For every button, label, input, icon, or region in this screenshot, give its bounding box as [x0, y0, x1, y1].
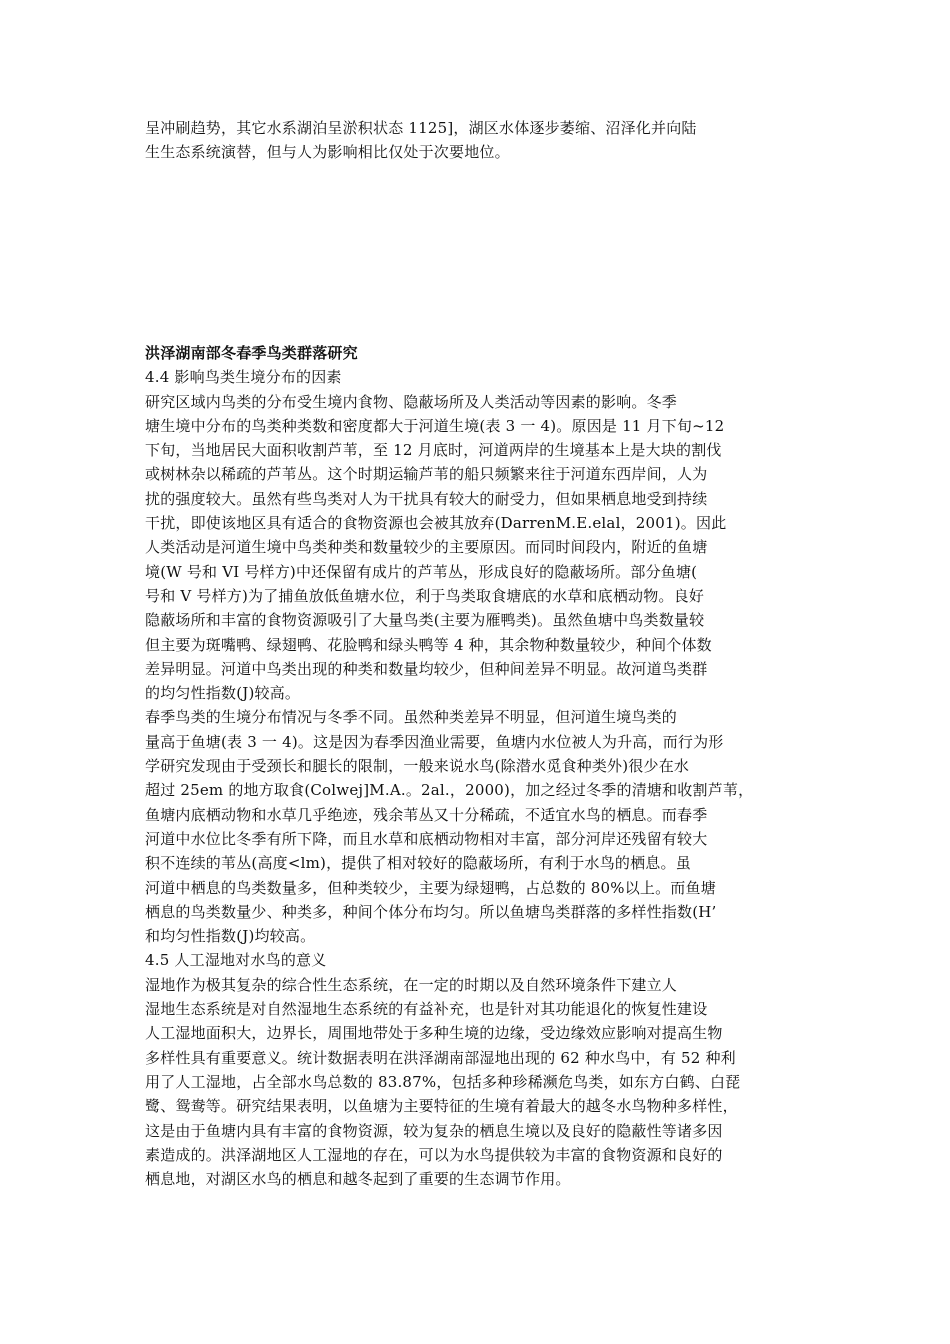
text-line: 湿地作为极其复杂的综合性生态系统，在一定的时期以及自然环境条件下建立人 [145, 975, 678, 994]
text-line: 境(W 号和 VI 号样方)中还保留有成片的芦苇丛，形成良好的隐蔽场所。部分鱼塘( [145, 562, 698, 581]
text-line: 的均匀性指数(J)较高。 [145, 684, 301, 703]
text-line: 生生态系统演替，但与人为影响相比仅处于次要地位。 [145, 143, 510, 162]
text-line: 研究区域内鸟类的分布受生境内食物、隐蔽场所及人类活动等因素的影响。冬季 [145, 392, 678, 411]
text-line: 用了人工湿地，占全部水鸟总数的 83.87%，包括多种珍稀濒危鸟类，如东方白鹤、白琵 [145, 1072, 741, 1091]
text-line: 号和 V 号样方)为了捕鱼放低鱼塘水位，利于鸟类取食塘底的水草和底栖动物。良好 [145, 586, 705, 605]
text-line: 超过 25em 的地方取食(Colwej]M.A.。2al.，2000)，加之经过冬季的清塘和收割芦苇， [145, 781, 754, 800]
text-line: 河道中栖息的鸟类数量多，但种类较少，主要为绿翅鸭，占总数的 80%以上。而鱼塘 [145, 878, 716, 897]
text-line: 鱼塘内底栖动物和水草几乎绝迹，残余苇丛又十分稀疏，不适宜水鸟的栖息。而春季 [145, 805, 708, 824]
text-line: 但主要为斑嘴鸭、绿翅鸭、花脸鸭和绿头鸭等 4 种，其余物种数量较少，种间个体数 [145, 635, 712, 654]
section-4-4-paragraph-1 [145, 390, 825, 706]
text-line: 多样性具有重要意义。统计数据表明在洪泽湖南部湿地出现的 62 种水鸟中，有 52 种利 [145, 1048, 736, 1067]
main-content [145, 341, 825, 1191]
text-line: 栖息地，对湖区水鸟的栖息和越冬起到了重要的生态调节作用。 [145, 1170, 571, 1189]
text-line: 人类活动是河道生境中鸟类种类和数量较少的主要原因。而同时间段内，附近的鱼塘 [145, 538, 708, 557]
text-line: 差异明显。河道中鸟类出现的种类和数量均较少，但种间差异不明显。故河道鸟类群 [145, 659, 708, 678]
document-title: 洪泽湖南部冬春季鸟类群落研究 [145, 344, 358, 362]
text-line: 量高于鱼塘(表 3 一 4)。这是因为春季因渔业需要，鱼塘内水位被人为升高，而行为形 [145, 732, 724, 751]
section-4-5-paragraph-1 [145, 973, 825, 1192]
text-line: 河道中水位比冬季有所下降，而且水草和底栖动物相对丰富，部分河岸还残留有较大 [145, 829, 708, 848]
text-line: 鹭、鸳鸯等。研究结果表明，以鱼塘为主要特征的生境有着最大的越冬水鸟物种多样性， [145, 1097, 738, 1116]
text-line: 学研究发现由于受颈长和腿长的限制，一般来说水鸟(除潜水觅食种类外)很少在水 [145, 757, 690, 776]
text-line: 人工湿地面积大，边界长，周围地带处于多种生境的边缘，受边缘效应影响对提高生物 [145, 1024, 723, 1043]
section-heading-4-5: 4.5 人工湿地对水鸟的意义 [145, 951, 327, 970]
text-line: 素造成的。洪泽湖地区人工湿地的存在，可以为水鸟提供较为丰富的食物资源和良好的 [145, 1145, 723, 1164]
section-4-4-paragraph-2 [145, 705, 825, 948]
text-line: 积不连续的苇丛(高度<lm)，提供了相对较好的隐蔽场所，有利于水鸟的栖息。虽 [145, 854, 691, 873]
section-heading-4-4: 4.4 影响鸟类生境分布的因素 [145, 368, 342, 387]
text-line: 干扰，即使该地区具有适合的食物资源也会被其放弃(DarrenM.E.elal，2001)。因此 [145, 514, 727, 533]
text-line: 塘生境中分布的鸟类种类数和密度都大于河道生境(表 3 一 4)。原因是 11 月下旬~12 [145, 416, 725, 435]
text-line: 湿地生态系统是对自然湿地生态系统的有益补充，也是针对其功能退化的恢复性建设 [145, 1000, 708, 1019]
text-line: 扰的强度较大。虽然有些鸟类对人为干扰具有较大的耐受力，但如果栖息地受到持续 [145, 489, 708, 508]
text-line: 呈冲刷趋势，其它水系湖泊呈淤积状态 1125]，湖区水体逐步萎缩、沼泽化并向陆 [145, 119, 697, 137]
text-line: 栖息的鸟类数量少、种类多，种间个体分布均匀。所以鱼塘鸟类群落的多样性指数(H’ [145, 902, 717, 921]
top-paragraph [145, 116, 825, 165]
text-line: 这是由于鱼塘内具有丰富的食物资源，较为复杂的栖息生境以及良好的隐蔽性等诸多因 [145, 1121, 723, 1140]
text-line: 和均匀性指数(J)均较高。 [145, 927, 316, 946]
text-line: 隐蔽场所和丰富的食物资源吸引了大量鸟类(主要为雁鸭类)。虽然鱼塘中鸟类数量较 [145, 611, 705, 630]
text-line: 春季鸟类的生境分布情况与冬季不同。虽然种类差异不明显，但河道生境鸟类的 [145, 708, 678, 727]
text-line: 或树林杂以稀疏的芦苇丛。这个时期运输芦苇的船只频繁来往于河道东西岸间，人为 [145, 465, 708, 484]
text-line: 下旬，当地居民大面积收割芦苇，至 12 月底时，河道两岸的生境基本上是大块的割伐 [145, 441, 722, 460]
